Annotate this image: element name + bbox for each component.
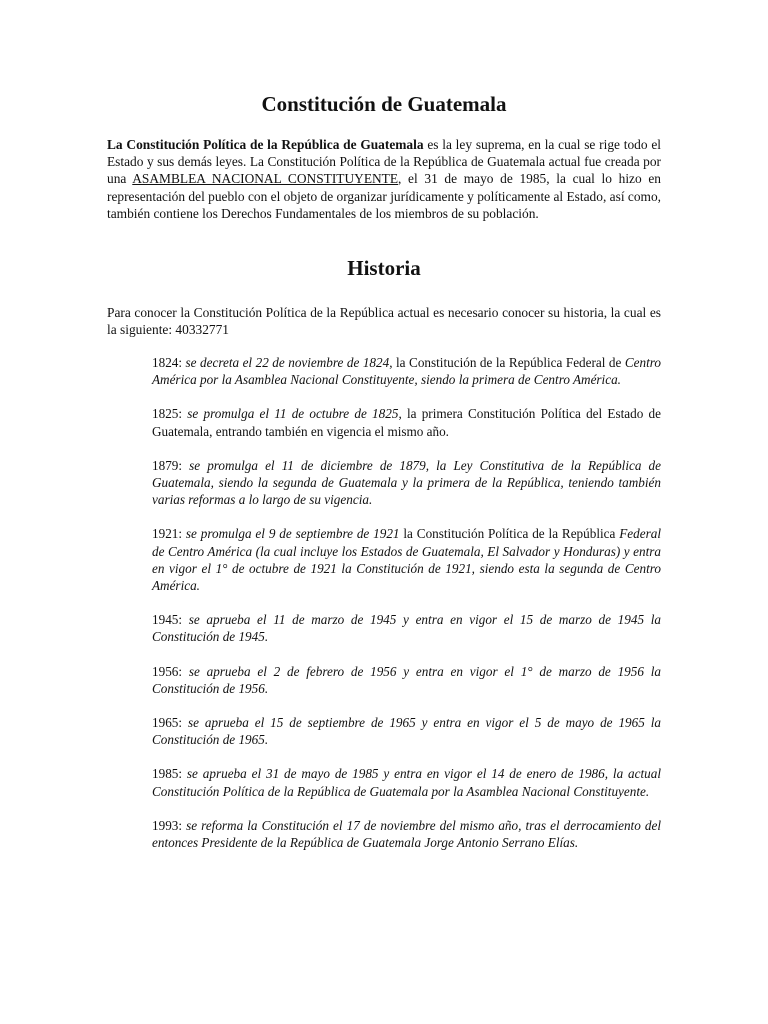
history-timeline	[152, 354, 661, 851]
entry-year: 1985:	[152, 766, 183, 782]
timeline-entry	[152, 457, 661, 509]
entry-text-upright: , la Constitución de la República Federal de	[389, 355, 622, 370]
entry-text-upright: la Constitución Política de la República	[399, 526, 616, 542]
entry-year: 1825:	[152, 406, 183, 422]
timeline-entry	[152, 525, 661, 594]
intro-text-2: , el 31 de mayo de 1985, la cual lo hizo en representación del pueblo con el objeto de organizar jurídicamente y políticamente al Estado, así como, también contiene los Derechos Fundamentales de los miembros de su población.	[107, 171, 661, 221]
entry-year: 1824:	[152, 355, 183, 370]
asamblea-link[interactable]: ASAMBLEA NACIONAL CONSTITUYENTE	[132, 171, 399, 187]
history-lead: Para conocer la Constitución Política de la República actual es necesario conocer su historia, la cual es la siguiente: 40332771	[107, 305, 661, 338]
entry-text: se reforma la Constitución el 17 de noviembre del mismo año, tras el derrocamiento del entonces Presidente de la República de Guatemala Jorge Antonio Serrano Elías.	[152, 817, 661, 851]
intro-paragraph	[107, 136, 661, 222]
entry-text: se promulga el 9 de septiembre de 1921	[182, 526, 400, 542]
timeline-entry	[152, 765, 661, 799]
entry-text: se promulga el 11 de octubre de 1825	[182, 406, 399, 422]
entry-text: se aprueba el 2 de febrero de 1956 y entra en vigor el 1° de marzo de 1956 la Constitución de 1956.	[152, 663, 661, 696]
entry-text: se decreta el 22 de noviembre de 1824	[182, 355, 390, 370]
timeline-entry	[152, 714, 661, 748]
timeline-entry	[152, 354, 661, 388]
intro-text-1: es la ley suprema, en la cual se rige todo el Estado y sus demás leyes. La Constitución Política de la República de Guatemala actual fue creada por una	[107, 137, 661, 187]
entry-text-upright: , la primera Constitución Política del Estado de Guatemala, entrando también en vigencia el mismo año.	[152, 406, 661, 439]
intro-bold-subject: La Constitución Política de la República de Guatemala	[107, 137, 424, 152]
entry-text-continued: Federal de Centro América (la cual incluye los Estados de Guatemala, El Salvador y Honduras) y entra en vigor el 1° de octubre de 1921 la Constitución de 1921, siendo esta la segunda de Centro América.	[152, 526, 661, 594]
history-title: Historia	[347, 256, 421, 280]
page-title: Constitución de Guatemala	[261, 92, 507, 116]
entry-year: 1956:	[152, 663, 183, 679]
entry-text: se promulga el 11 de diciembre de 1879, la Ley Constitutiva de la República de Guatemala, siendo la segunda de Guatemala y la primera de la República, teniendo también varias reformas a lo largo de su vigencia.	[152, 457, 661, 508]
entry-text: se aprueba el 31 de mayo de 1985 y entra en vigor el 14 de enero de 1986, la actual Constitución Política de la República de Guatemala por la Asamblea Nacional Constituyente.	[152, 766, 661, 799]
timeline-entry	[152, 663, 661, 697]
entry-year: 1879:	[152, 457, 183, 473]
timeline-entry	[152, 817, 661, 851]
timeline-entry	[152, 405, 661, 439]
entry-text: se aprueba el 15 de septiembre de 1965 y entra en vigor el 5 de mayo de 1965 la Constitución de 1965.	[152, 715, 661, 748]
timeline-entry	[152, 611, 661, 645]
entry-text-continued: Centro América por la Asamblea Nacional Constituyente, siendo la primera de Centro América.	[152, 355, 662, 388]
entry-year: 1993:	[152, 817, 183, 833]
entry-year: 1965:	[152, 715, 183, 731]
entry-year: 1945:	[152, 612, 183, 628]
entry-text: se aprueba el 11 de marzo de 1945 y entra en vigor el 15 de marzo de 1945 la Constitución de 1945.	[152, 612, 661, 645]
entry-year: 1921:	[152, 526, 183, 542]
